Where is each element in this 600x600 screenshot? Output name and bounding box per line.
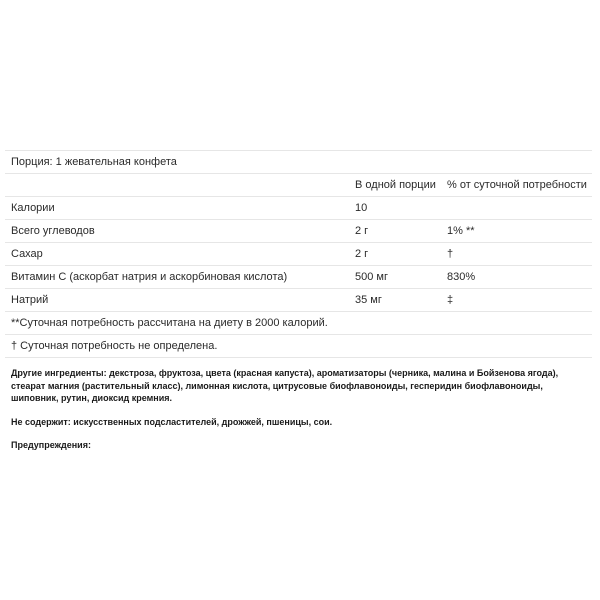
nutrient-row bbox=[5, 197, 592, 220]
nutrient-dv bbox=[441, 197, 592, 220]
serving-row bbox=[5, 151, 592, 174]
other-ingredients: Другие ингредиенты: декстроза, фруктоза, цвета (красная капуста), ароматизаторы (черника, малина и Бойзенова ягода), стеарат магния (растительный класс), лимонная кислота, цитрусовые биофлавоноиды, гесперидин биофлавоноиды, шиповник, рутин, диоксид кремния. bbox=[11, 368, 559, 403]
nutrient-dv: ‡ bbox=[441, 289, 592, 312]
footnote-not-established: † Суточная потребность не определена. bbox=[5, 335, 592, 358]
not-contains: Не содержит: искусственных подсластителей, дрожжей, пшеницы, сои. bbox=[11, 416, 333, 427]
warnings-heading: Предупреждения: bbox=[11, 440, 91, 450]
nutrient-name: Витамин C (аскорбат натрия и аскорбиновая кислота) bbox=[5, 266, 349, 289]
product-notes bbox=[11, 367, 591, 463]
nutrient-name: Всего углеводов bbox=[5, 220, 349, 243]
nutrient-amount: 10 bbox=[349, 197, 441, 220]
nutrient-amount: 35 мг bbox=[349, 289, 441, 312]
footnote-calories: **Суточная потребность рассчитана на диету в 2000 калорий. bbox=[5, 312, 592, 335]
nutrient-dv: † bbox=[441, 243, 592, 266]
nutrient-amount: 2 г bbox=[349, 220, 441, 243]
nutrient-row bbox=[5, 243, 592, 266]
nutrient-dv: 830% bbox=[441, 266, 592, 289]
header-per-serving: В одной порции bbox=[349, 174, 441, 197]
footnote-row bbox=[5, 335, 592, 358]
supplement-facts-table bbox=[5, 150, 592, 358]
header-empty bbox=[5, 174, 349, 197]
nutrient-row bbox=[5, 266, 592, 289]
nutrient-name: Сахар bbox=[5, 243, 349, 266]
footnote-row bbox=[5, 312, 592, 335]
header-row bbox=[5, 174, 592, 197]
nutrient-row bbox=[5, 289, 592, 312]
nutrient-name: Калории bbox=[5, 197, 349, 220]
header-daily-value: % от суточной потребности bbox=[441, 174, 592, 197]
nutrient-amount: 500 мг bbox=[349, 266, 441, 289]
nutrient-row bbox=[5, 220, 592, 243]
serving-size: Порция: 1 жевательная конфета bbox=[5, 151, 592, 174]
nutrient-dv: 1% ** bbox=[441, 220, 592, 243]
nutrient-amount: 2 г bbox=[349, 243, 441, 266]
nutrient-name: Натрий bbox=[5, 289, 349, 312]
